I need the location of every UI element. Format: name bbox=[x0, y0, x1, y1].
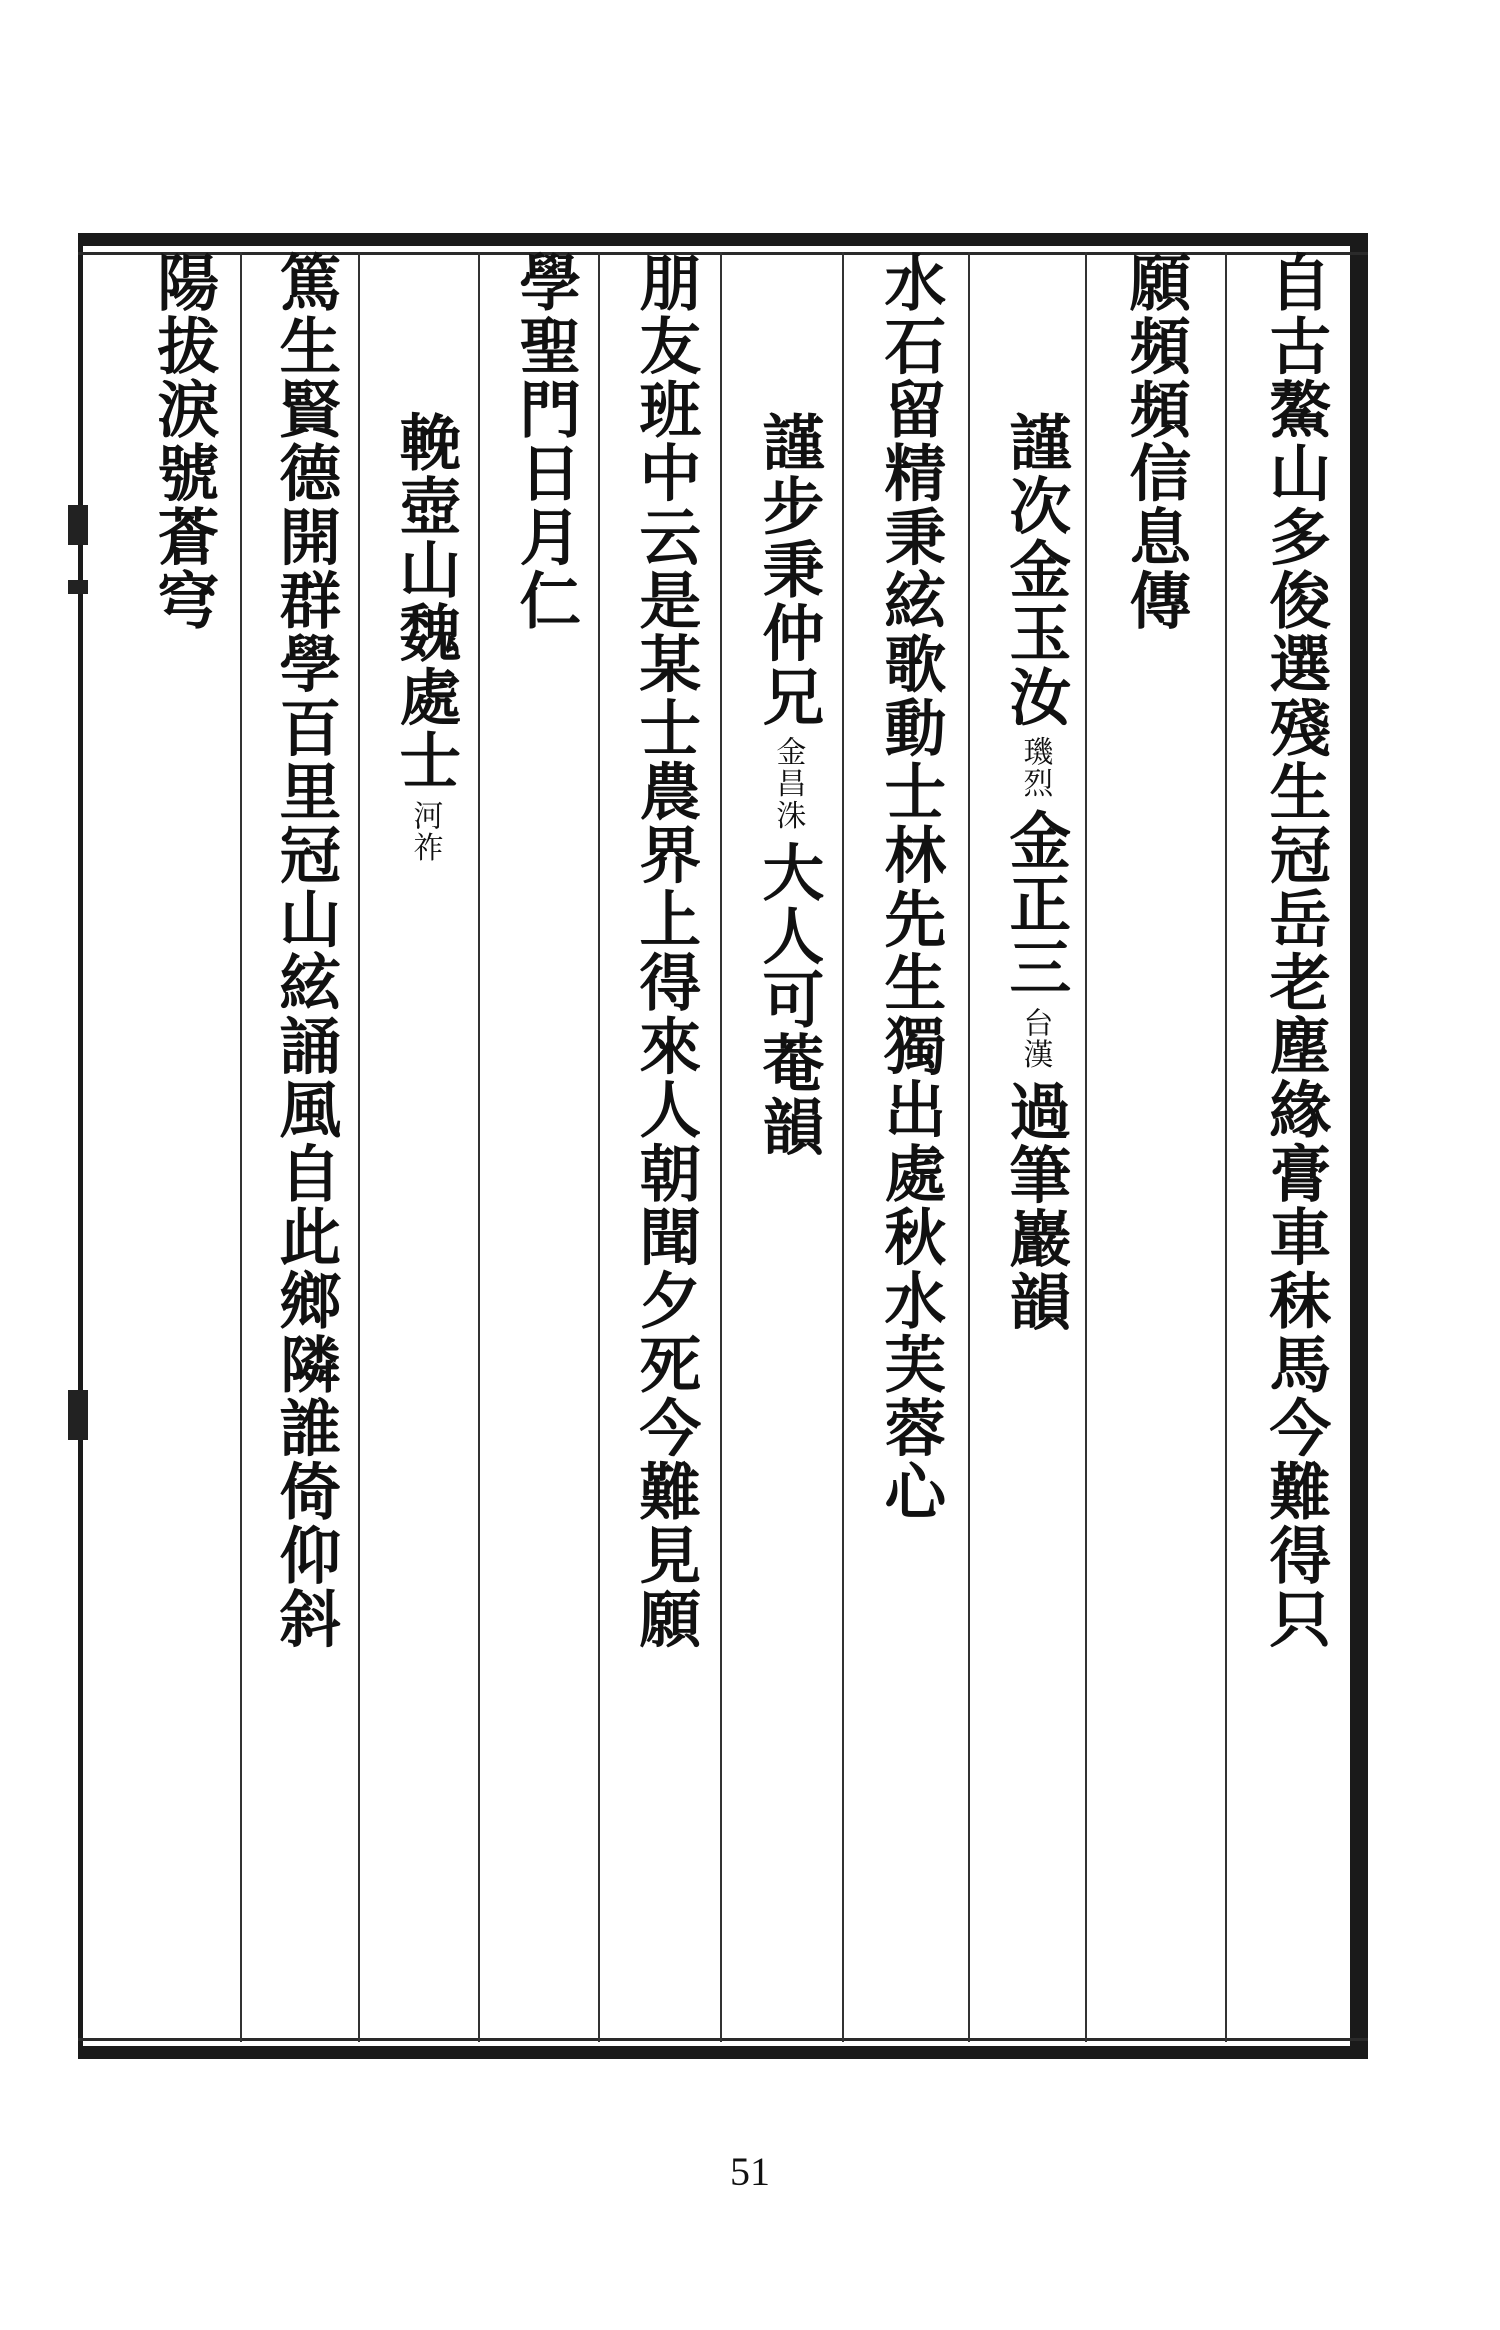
column-text: 自古鰲山多俊選殘生冠岳老塵緣膏車秣馬今難得只 bbox=[1258, 250, 1332, 1651]
text-column-2 bbox=[1100, 250, 1210, 2040]
column-text: 願頻頻信息傳 bbox=[1118, 250, 1192, 632]
text-column-6 bbox=[610, 250, 720, 2040]
column-text: 謹次金玉汝 bbox=[998, 410, 1072, 729]
column-text: 過筆巖韻 bbox=[998, 1078, 1072, 1334]
author-annotation: 璣烈 bbox=[1017, 736, 1053, 800]
column-text: 學聖門日月仁 bbox=[508, 250, 582, 632]
text-column-9 bbox=[250, 250, 360, 2040]
column-text: 輓壺山魏處士 bbox=[388, 410, 462, 792]
margin-mark bbox=[68, 580, 88, 594]
column-text: 篤生賢德開群學百里冠山絃誦風自此鄉隣誰倚仰斜 bbox=[268, 250, 342, 1651]
page-number: 51 bbox=[730, 2149, 770, 2194]
text-column-4 bbox=[855, 250, 965, 2040]
text-column-1 bbox=[1240, 250, 1350, 2040]
column-text: 金正三 bbox=[998, 807, 1072, 999]
column-divider bbox=[968, 252, 970, 2042]
text-column-8 bbox=[370, 250, 480, 2040]
author-annotation: 河祚 bbox=[407, 799, 443, 864]
column-divider bbox=[240, 252, 242, 2042]
margin-mark bbox=[68, 1390, 88, 1440]
author-annotation: 金昌洙 bbox=[770, 736, 806, 832]
column-text: 謹步秉仲兄 bbox=[751, 410, 825, 729]
column-divider bbox=[1225, 252, 1227, 2042]
column-text: 朋友班中云是某士農界上得來人朝聞夕死今難見願 bbox=[628, 250, 702, 1651]
text-column-7 bbox=[490, 250, 600, 2040]
text-column-10 bbox=[128, 250, 238, 2040]
column-text: 陽拔淚號蒼穹 bbox=[146, 250, 220, 632]
author-annotation: 台漢 bbox=[1017, 1006, 1053, 1071]
column-text: 水石留精秉絃歌動士林先生獨出處秋水芙蓉心 bbox=[873, 250, 947, 1523]
text-column-3 bbox=[980, 250, 1090, 2040]
text-column-5 bbox=[733, 250, 843, 2040]
column-text: 大人可菴韻 bbox=[751, 839, 825, 1158]
column-divider bbox=[720, 252, 722, 2042]
margin-mark bbox=[68, 505, 88, 545]
